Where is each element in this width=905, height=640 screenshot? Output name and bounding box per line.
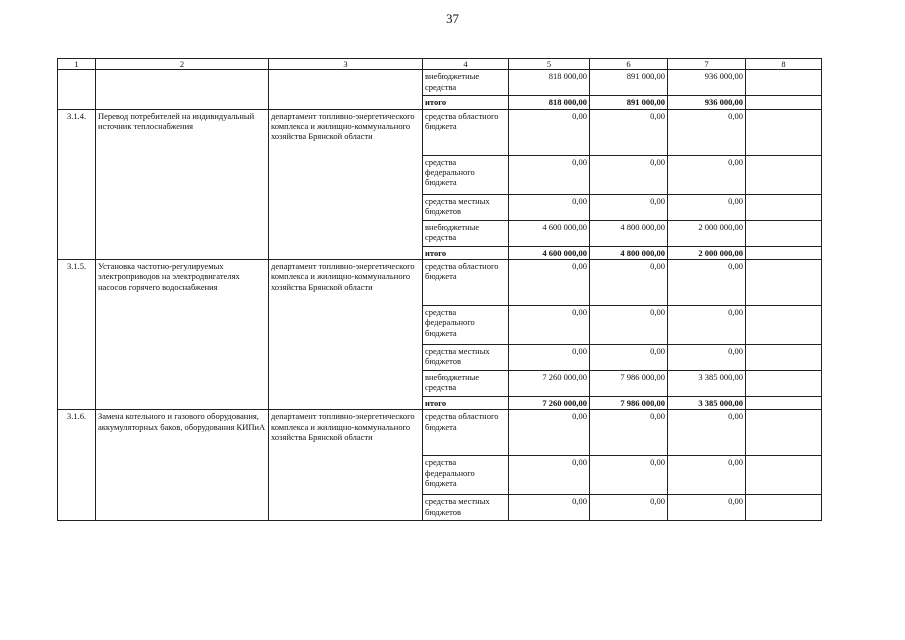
amount-col7: 0,00 xyxy=(668,194,746,220)
funding-row xyxy=(58,109,822,155)
funding-row xyxy=(58,410,822,456)
amount-col5: 0,00 xyxy=(509,194,590,220)
amount-col6: 0,00 xyxy=(590,260,668,306)
funding-source: итого xyxy=(423,96,509,109)
amount-col7: 0,00 xyxy=(668,109,746,155)
amount-col7: 0,00 xyxy=(668,456,746,495)
amount-col5: 0,00 xyxy=(509,306,590,345)
funding-source: средства областного бюджета xyxy=(423,109,509,155)
funding-source: средства областного бюджета xyxy=(423,410,509,456)
funding-source: внебюджетные средства xyxy=(423,371,509,397)
col8-cell xyxy=(746,246,822,259)
funding-source: средства федерального бюджета xyxy=(423,456,509,495)
funding-source: средства областного бюджета xyxy=(423,260,509,306)
funding-source: средства местных бюджетов xyxy=(423,194,509,220)
budget-table xyxy=(57,58,822,521)
col8-cell xyxy=(746,456,822,495)
amount-col5: 4 600 000,00 xyxy=(509,220,590,246)
item-code: 3.1.4. xyxy=(58,109,96,259)
amount-col5: 0,00 xyxy=(509,456,590,495)
funding-source: средства федерального бюджета xyxy=(423,306,509,345)
item-executor: департамент топливно-энергетического комплекса и жилищно-коммунального хозяйства Брянской области xyxy=(269,260,423,410)
amount-col5: 0,00 xyxy=(509,155,590,194)
funding-source: внебюджетные средства xyxy=(423,70,509,96)
amount-col6: 7 986 000,00 xyxy=(590,371,668,397)
col8-cell xyxy=(746,371,822,397)
amount-col6: 0,00 xyxy=(590,155,668,194)
amount-col6: 0,00 xyxy=(590,306,668,345)
column-number: 4 xyxy=(423,59,509,70)
amount-col7: 0,00 xyxy=(668,345,746,371)
item-executor: департамент топливно-энергетического комплекса и жилищно-коммунального хозяйства Брянской области xyxy=(269,109,423,259)
amount-col5: 0,00 xyxy=(509,260,590,306)
col8-cell xyxy=(746,260,822,306)
column-number: 3 xyxy=(269,59,423,70)
item-code: 3.1.5. xyxy=(58,260,96,410)
item-executor xyxy=(269,70,423,109)
amount-col5: 4 600 000,00 xyxy=(509,246,590,259)
item-name xyxy=(96,70,269,109)
amount-col7: 0,00 xyxy=(668,495,746,521)
amount-col6: 0,00 xyxy=(590,194,668,220)
funding-source: средства местных бюджетов xyxy=(423,495,509,521)
amount-col6: 0,00 xyxy=(590,109,668,155)
funding-source: средства федерального бюджета xyxy=(423,155,509,194)
item-executor: департамент топливно-энергетического комплекса и жилищно-коммунального хозяйства Брянской области xyxy=(269,410,423,521)
amount-col7: 936 000,00 xyxy=(668,96,746,109)
col8-cell xyxy=(746,345,822,371)
amount-col6: 891 000,00 xyxy=(590,70,668,96)
item-name: Замена котельного и газового оборудования, аккумуляторных баков, оборудования КИПиА xyxy=(96,410,269,521)
page-number: 37 xyxy=(446,11,459,26)
amount-col6: 7 986 000,00 xyxy=(590,397,668,410)
amount-col5: 7 260 000,00 xyxy=(509,397,590,410)
item-name: Установка частотно-регулируемых электроприводов на электродвигателях насосов горячего водоснабжения xyxy=(96,260,269,410)
amount-col5: 0,00 xyxy=(509,410,590,456)
column-number: 8 xyxy=(746,59,822,70)
funding-source: итого xyxy=(423,246,509,259)
item-name: Перевод потребителей на индивидуальный источник теплоснабжения xyxy=(96,109,269,259)
col8-cell xyxy=(746,397,822,410)
amount-col5: 0,00 xyxy=(509,345,590,371)
col8-cell xyxy=(746,155,822,194)
item-code: 3.1.6. xyxy=(58,410,96,521)
col8-cell xyxy=(746,70,822,96)
amount-col7: 0,00 xyxy=(668,260,746,306)
amount-col7: 3 385 000,00 xyxy=(668,371,746,397)
column-number: 5 xyxy=(509,59,590,70)
funding-row xyxy=(58,260,822,306)
amount-col7: 2 000 000,00 xyxy=(668,246,746,259)
col8-cell xyxy=(746,220,822,246)
amount-col6: 0,00 xyxy=(590,456,668,495)
funding-source: итого xyxy=(423,397,509,410)
column-number: 7 xyxy=(668,59,746,70)
item-code xyxy=(58,70,96,109)
amount-col6: 4 800 000,00 xyxy=(590,220,668,246)
amount-col5: 7 260 000,00 xyxy=(509,371,590,397)
funding-source: средства местных бюджетов xyxy=(423,345,509,371)
amount-col5: 818 000,00 xyxy=(509,96,590,109)
amount-col6: 0,00 xyxy=(590,495,668,521)
amount-col6: 891 000,00 xyxy=(590,96,668,109)
col8-cell xyxy=(746,306,822,345)
amount-col6: 0,00 xyxy=(590,345,668,371)
column-number: 1 xyxy=(58,59,96,70)
column-number-row xyxy=(58,59,822,70)
amount-col7: 0,00 xyxy=(668,155,746,194)
funding-source: внебюджетные средства xyxy=(423,220,509,246)
amount-col5: 818 000,00 xyxy=(509,70,590,96)
col8-cell xyxy=(746,96,822,109)
amount-col7: 3 385 000,00 xyxy=(668,397,746,410)
amount-col6: 0,00 xyxy=(590,410,668,456)
amount-col5: 0,00 xyxy=(509,495,590,521)
amount-col7: 936 000,00 xyxy=(668,70,746,96)
amount-col7: 0,00 xyxy=(668,306,746,345)
column-number: 2 xyxy=(96,59,269,70)
col8-cell xyxy=(746,109,822,155)
amount-col7: 2 000 000,00 xyxy=(668,220,746,246)
amount-col5: 0,00 xyxy=(509,109,590,155)
funding-row xyxy=(58,70,822,96)
col8-cell xyxy=(746,495,822,521)
amount-col6: 4 800 000,00 xyxy=(590,246,668,259)
col8-cell xyxy=(746,194,822,220)
amount-col7: 0,00 xyxy=(668,410,746,456)
col8-cell xyxy=(746,410,822,456)
column-number: 6 xyxy=(590,59,668,70)
